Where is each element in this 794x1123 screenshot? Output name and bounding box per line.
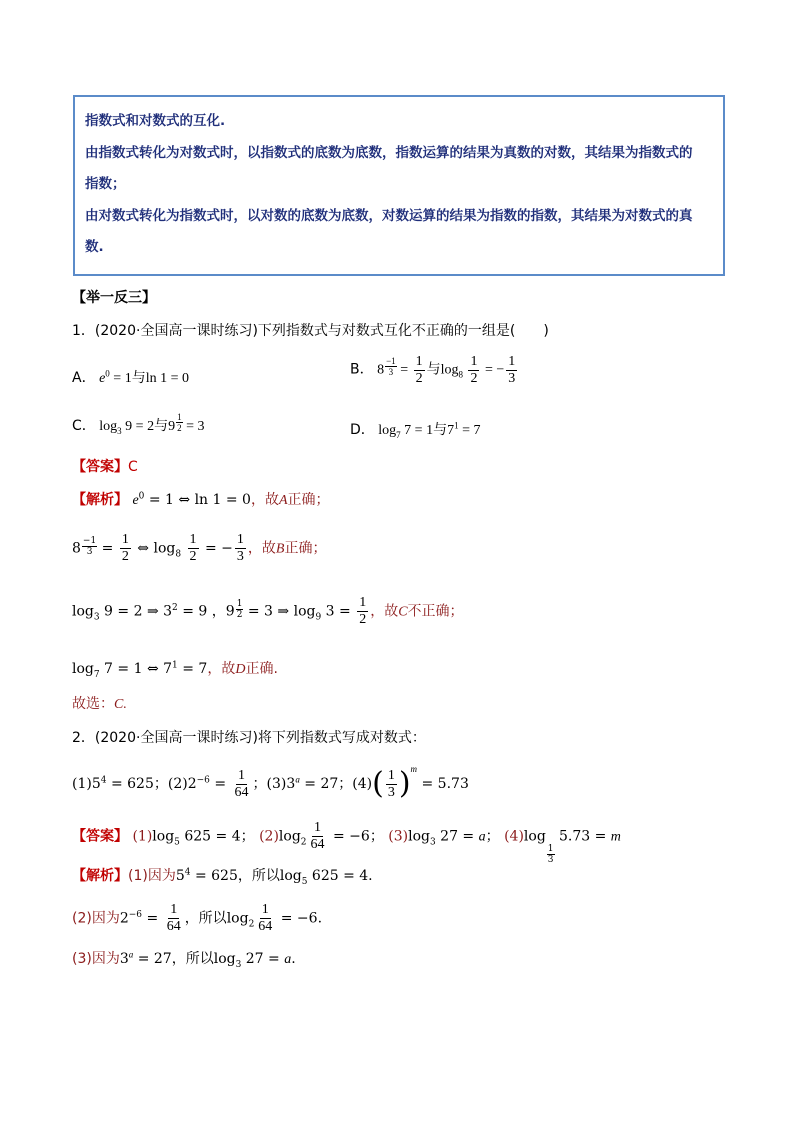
summary-title: 指数式和对数式的互化.: [85, 113, 226, 129]
summary-rule1-line1: 由指数式转化为对数式时，以指数式的底数为底数，指数运算的结果为真数的对数，其结果为指数式的: [85, 144, 693, 161]
answer-label: 【答案】: [72, 459, 128, 475]
q2-analysis-2: (2)因为$2^{-6}$ = $\frac{1}{64}$ ，所以$\log_2$ $\frac{1}{64}$ = −6.: [72, 902, 323, 934]
q1-stem: 1．(2020·全国高一课时练习)下列指数式与对数式互化不正确的一组是( ): [72, 323, 549, 339]
q2-analysis-3: (3)因为$3^a = 27$，所以$\log_3 27 = a$.: [72, 949, 296, 970]
q1-option-b: B． 8 $\frac{-1}{3}$ = $\frac{1}{2}$ 与$\log_8$ $\frac{1}{2}$ = − $\frac{1}{3}$: [350, 354, 516, 386]
q2-answer: 【答案】 $(1)\log_5$ 625 = 4； $(2)\log_2$ $\frac{1}{64}$ = −6； $(3)\log_3$ 27 = a； (4)log $\frac{1}{3}$ 5.73 = m: [72, 820, 621, 865]
q2-analysis-1: 【解析】(1)因为$5^4 = 625$，所以$\log_5 625 = 4$.: [72, 867, 373, 887]
q1-option-d: D． $\log_7 7 = 1$与$7^1 = 7$: [350, 420, 481, 440]
q2-stem: 2．(2020·全国高一课时练习)将下列指数式写成对数式：: [72, 730, 426, 746]
summary-rule2-line2: 数.: [85, 239, 104, 255]
q1-analysis-b: 8 $\frac{-1}{3}$ = $\frac{1}{2}$ ⇔ $\log_8$ $\frac{1}{2}$ = − $\frac{1}{3}$ ，故B正确；: [72, 532, 327, 564]
q1-answer: [72, 456, 138, 476]
summary-rule1-line2: 指数；: [85, 176, 126, 192]
q1-option-a: A． $e^0 = 1$与ln 1 = 0: [72, 368, 189, 386]
answer-value: C: [128, 459, 138, 475]
q2-items: $(1)5^4 = 625$；$(2)2^{-6}$ = $\frac{1}{64}$ ；$(3)3^a = 27$；(4)( $\frac{1}{3}$ )$^m$ = 5.73: [72, 764, 469, 801]
q1-analysis-a: 【解析】 $e^0 = 1$ ⇔ ln 1 = 0，故A正确；: [72, 491, 330, 508]
q1-option-c: C． $\log_3 9 = 2$与9 $\frac{1}{2}$ = 3: [72, 412, 205, 436]
section-heading: 【举一反三】: [72, 290, 156, 306]
summary-box: [73, 95, 725, 276]
summary-rule2-line1: 由对数式转化为指数式时，以对数的底数为底数，对数运算的结果为指数的指数，其结果为对数式的真: [85, 207, 693, 224]
q1-analysis-d: $\log_7 7 = 1$ ⇔ $7^1 = 7$，故D正确.: [72, 660, 278, 680]
q1-choose: 故选：C.: [72, 696, 127, 712]
q1-analysis-c: $\log_3 9 = 2$ ⇒ $3^2 = 9$ ，9 $\frac{1}{2}$ = 3 ⇒ $\log_9 3$ = $\frac{1}{2}$ ，故C不正确；: [72, 595, 464, 627]
